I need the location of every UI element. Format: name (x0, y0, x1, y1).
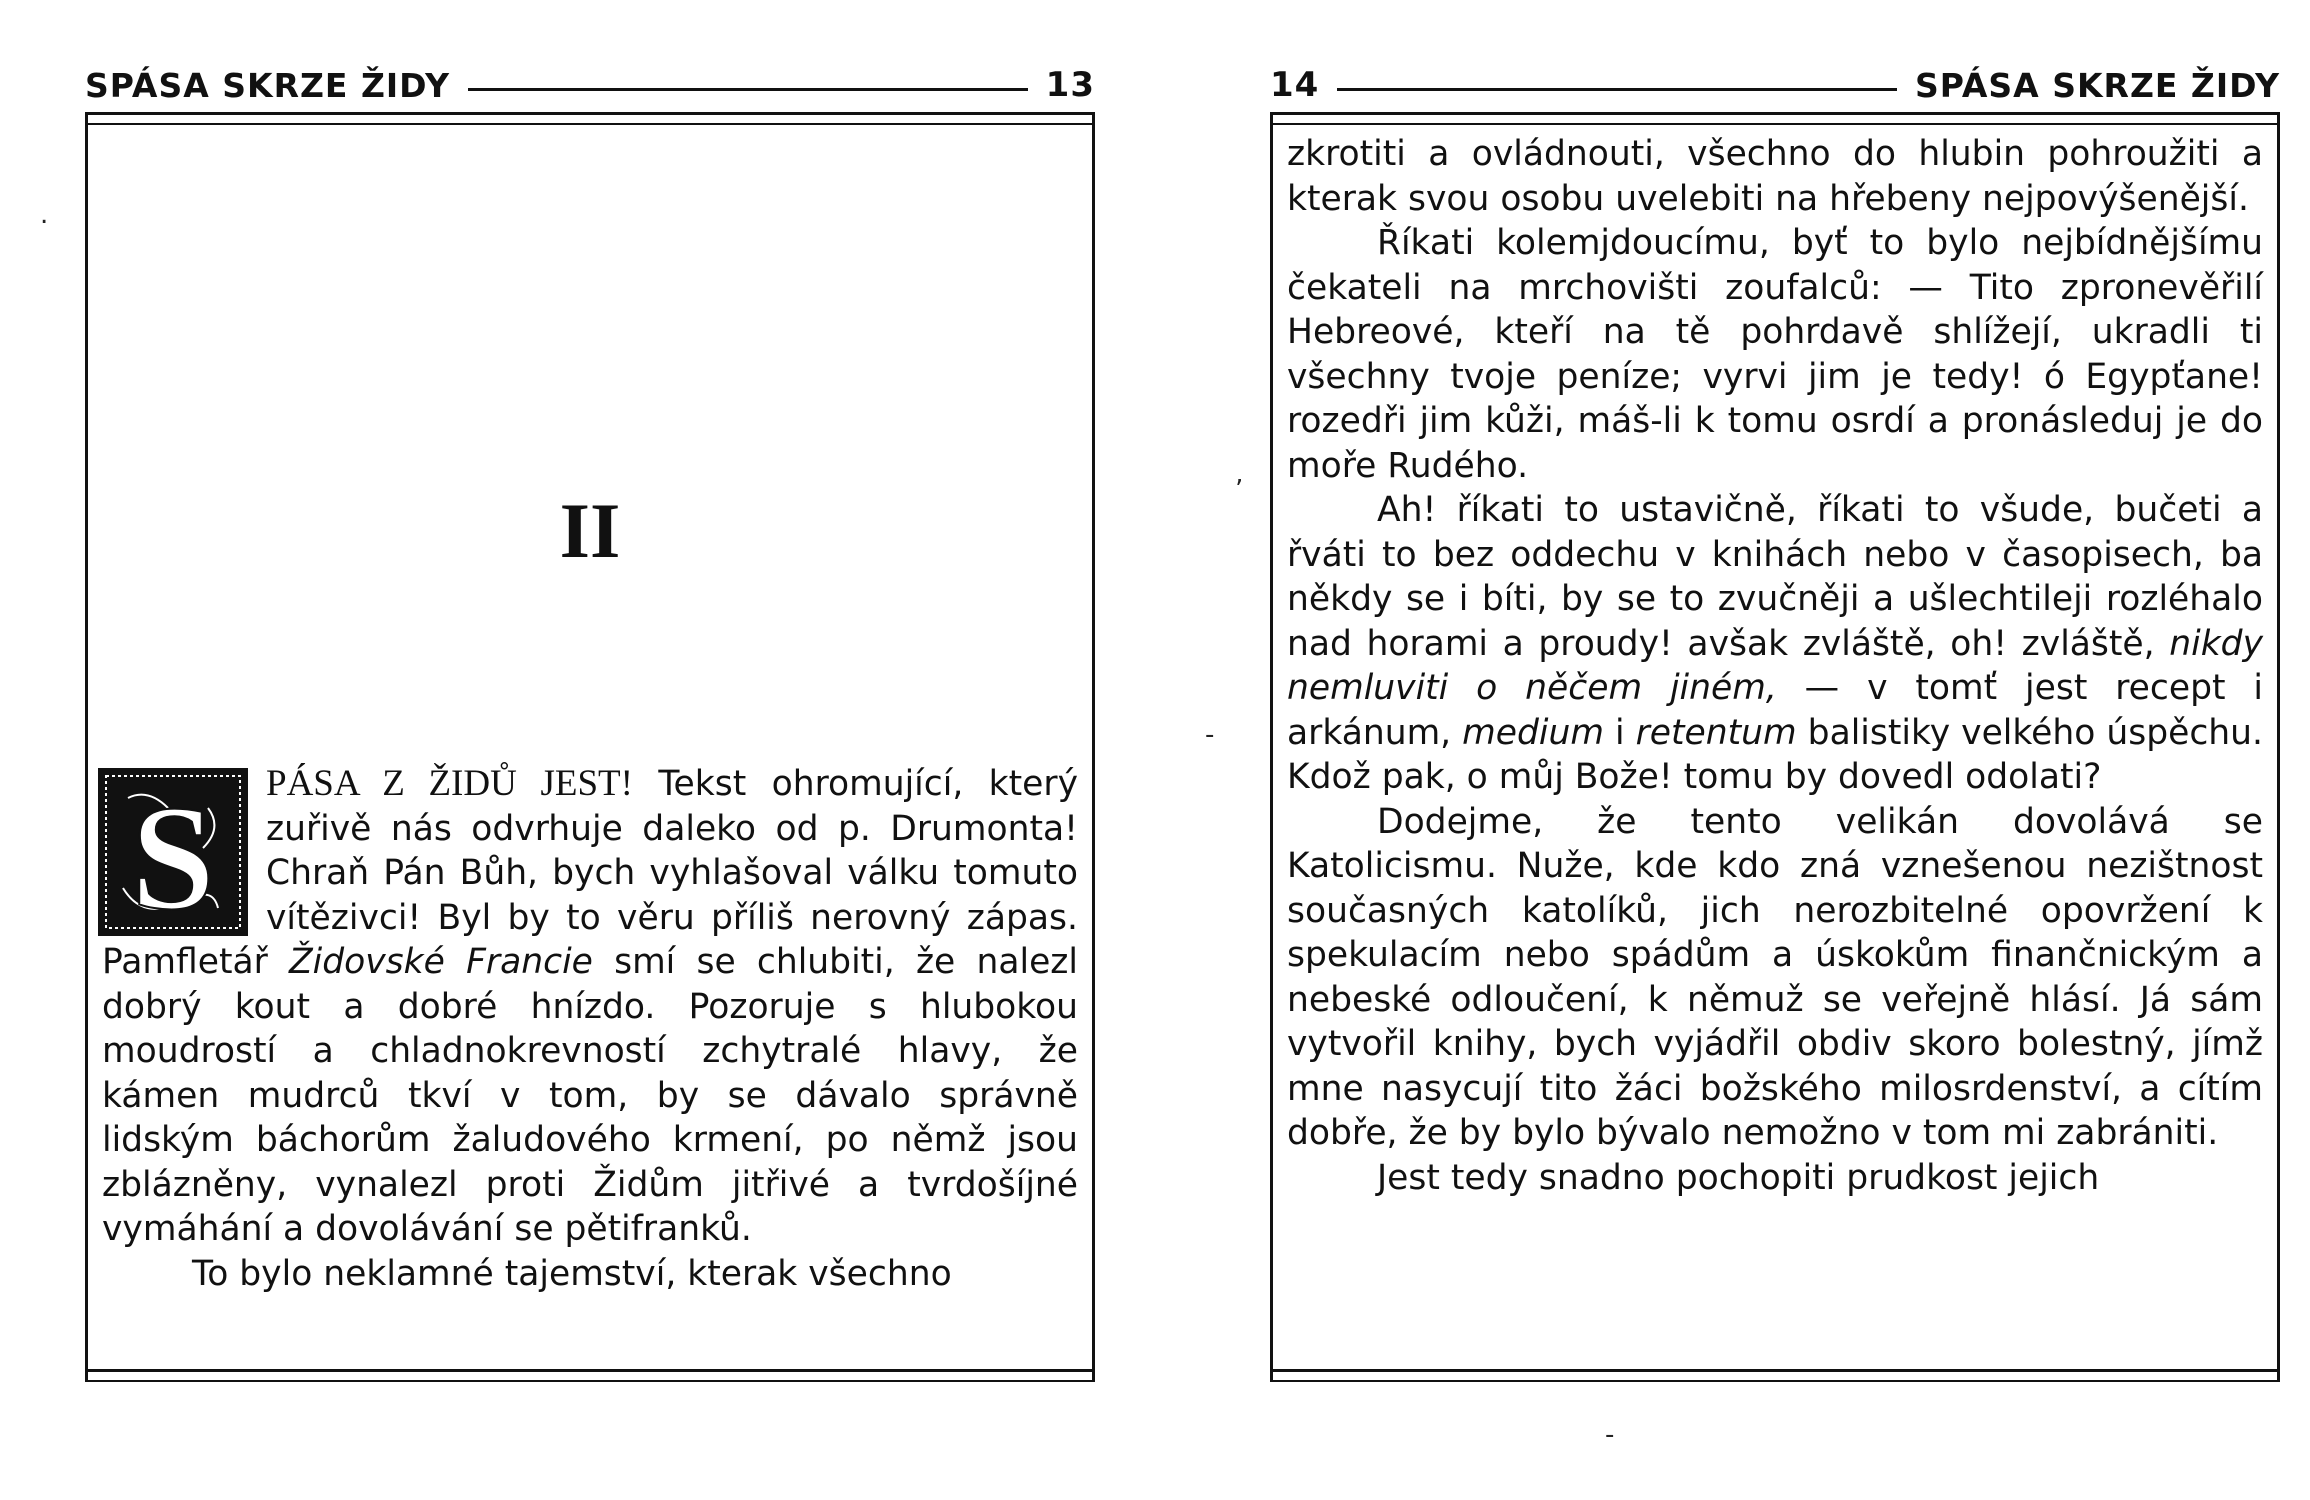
dropcap-letter: S (131, 775, 215, 936)
opening-caps: PÁSA Z ŽIDŮ JEST! (266, 763, 633, 804)
right-header-rule (1337, 88, 1897, 91)
scan-speck-4: . (40, 200, 49, 230)
right-para3-text-d: balistiky velkého úspěchu. Kdož pak, o můj Bože! tomu by dovedl odolati? (1287, 712, 2263, 797)
right-paragraph-4: Dodejme, že tento velikán dovolává se Katolicismu. Nuže, kde kdo zná vznešenou nezištnost současných katolíků, jich nerozbitelné opovržení k spekulacím nebo spádům a úskokům finančnickým a nebeské odloučení, k němuž se veřejně hlásí. Já sám vytvořil knihy, bych vyjádřil obdiv skoro bolestný, jímž mne nasycují tito žáci božského milosrdenství, a cítím dobře, že by bylo bývalo nemožno v tom mi zabrániti. (1287, 801, 2263, 1153)
scan-speck-2: - (1205, 720, 1215, 750)
left-body-text (102, 762, 1078, 1296)
left-header-rule (468, 88, 1028, 91)
right-para3-italic-3: retentum (1635, 712, 1797, 753)
left-page (85, 0, 1095, 1420)
right-para3-italic-2: medium (1462, 712, 1604, 753)
left-paragraph-2: To bylo neklamné tajemství, kterak všechno (192, 1253, 952, 1294)
right-paragraph-1: zkrotiti a ovládnouti, všechno do hlubin pohroužiti a kterak svou osobu uvelebiti na hřebeny nejpovýšenější. (1287, 134, 2263, 219)
right-page (1270, 0, 2280, 1420)
right-paragraph-3 (1287, 488, 2263, 800)
right-paragraph-2: Říkati kolemjdoucímu, byť to bylo nejbídnějšímu čekateli na mrchovišti zoufalců: — Tito zpronevěřilí Hebreové, kteří na tě pohrdavě shlížejí, ukradli ti všechny tvoje peníze; vyrvi jim je tedy! ó Egypťane! rozedři jim kůži, máš-li k tomu osrdí a pronásleduj je do moře Rudého. (1287, 223, 2263, 486)
right-running-head-title: SPÁSA SKRZE ŽIDY (1914, 66, 2280, 105)
left-frame-bottom-rule (85, 1369, 1095, 1382)
left-paragraph-1 (102, 762, 1078, 1252)
chapter-number: II (559, 487, 621, 574)
right-para3-text-a: Ah! říkati to ustavičně, říkati to všude, bučeti a řváti to bez oddechu v knihách nebo v časopisech, ba někdy se i bíti, by se to zvučněji a ušlechtileji rozléhalo nad horami a proudy! avšak zvláště, oh! zvláště, (1287, 490, 2263, 664)
ornamental-s-icon (98, 768, 248, 936)
right-body-text (1287, 132, 2263, 1200)
left-para1-text-a: Tekst ohromující, který zuřivě nás odvrhuje daleko od p. Drumonta! Chraň Pán Bůh, bych vyhlašoval válku tomuto vítězivci! Byl by to věru příliš nerovný zápas. Pamfletář (102, 764, 1078, 982)
left-para1-text-b: smí se chlubiti, že nalezl dobrý kout a dobré hnízdo. Pozoruje s hlubokou moudrostí a chladnokrevností zchytralé hlavy, že kámen mudrců tkví v tom, by se dávalo správně lidským báchorům žaludového krmení, po němž jsou zblázněny, vynalezl proti Židům jitřivé a tvrdošíjné vymáhání a dovolávání se pětifranků. (102, 942, 1079, 1249)
left-para1-italic-title: Židovské Francie (289, 942, 593, 982)
right-running-header (1270, 55, 2280, 105)
right-para3-text-b: — v tomť jest recept i arkánum, (1287, 668, 2263, 753)
right-paragraph-5: Jest tedy snadno pochopiti prudkost jejich (1377, 1157, 2100, 1198)
left-running-head-title: SPÁSA SKRZE ŽIDY (85, 66, 451, 105)
right-page-number: 14 (1270, 65, 1320, 105)
right-para3-text-c: i (1603, 712, 1636, 753)
left-text-frame (85, 112, 1095, 1382)
left-page-number: 13 (1045, 65, 1095, 105)
right-frame-top-rule (1270, 112, 2280, 125)
scan-speck-3: - (1605, 1420, 1615, 1450)
left-frame-top-rule (85, 112, 1095, 125)
scan-speck-1: ’ (1235, 475, 1244, 505)
dropcap-ornament (98, 768, 248, 936)
right-text-frame (1270, 112, 2280, 1382)
right-para3-italic-1: nikdy nemluviti o něčem jiném, (1287, 623, 2263, 708)
left-running-header (85, 55, 1095, 105)
right-frame-bottom-rule (1270, 1369, 2280, 1382)
